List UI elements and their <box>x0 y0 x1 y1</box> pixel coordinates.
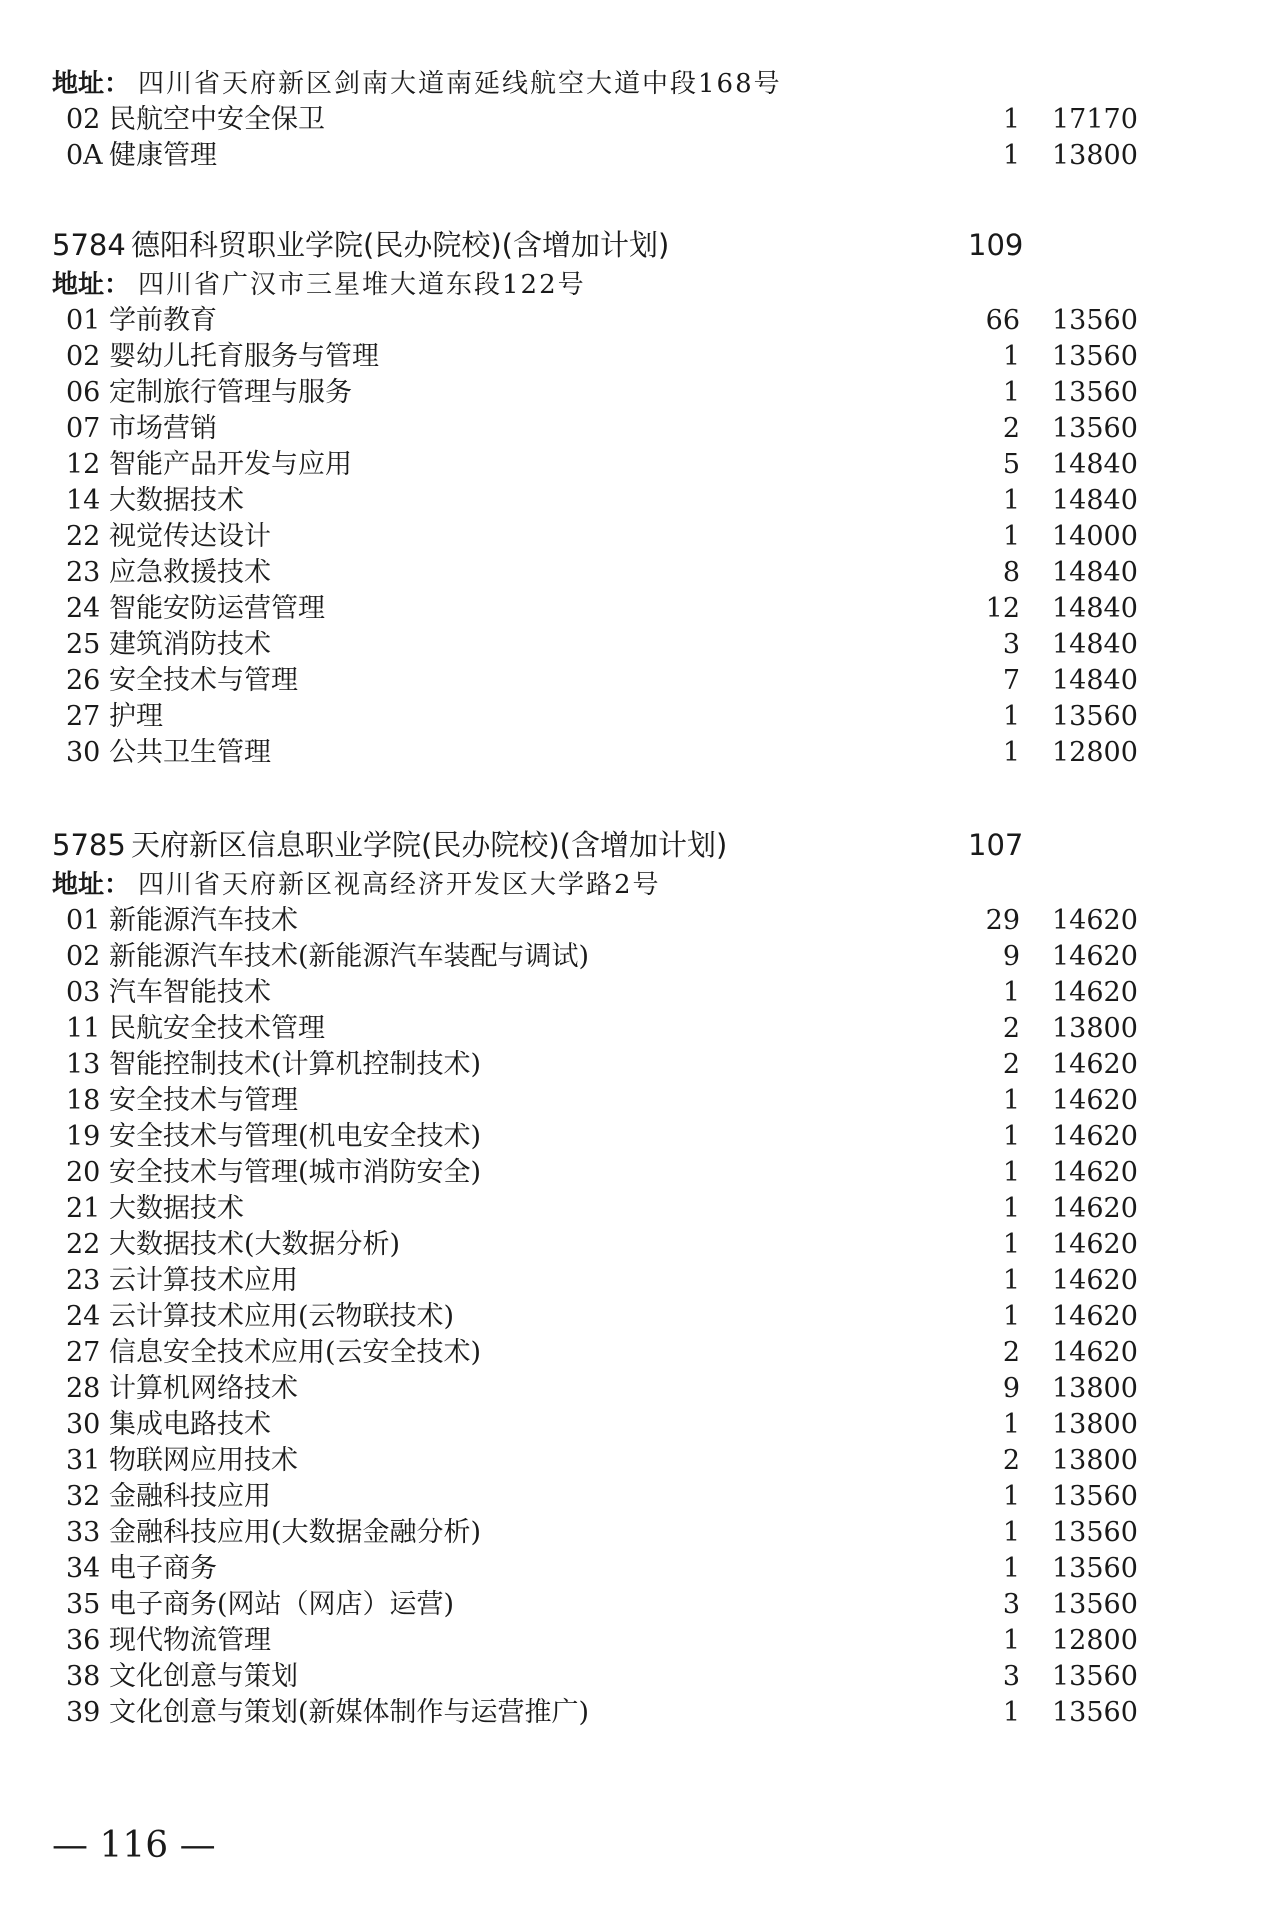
program-name: 安全技术与管理 <box>109 1085 298 1116</box>
program-name: 安全技术与管理 <box>109 665 298 696</box>
program-name: 公共卫生管理 <box>109 737 271 768</box>
program-fee: 17170 <box>1052 104 1138 135</box>
program-code: 14 <box>66 485 101 516</box>
program-fee: 13800 <box>1052 1445 1138 1476</box>
program-row <box>0 1407 1270 1443</box>
program-count: 9 <box>1002 941 1020 972</box>
program-name: 民航空中安全保卫 <box>109 104 325 135</box>
program-name: 金融科技应用(大数据金融分析) <box>109 1517 482 1548</box>
program-code: 02 <box>66 941 101 972</box>
program-name: 集成电路技术 <box>109 1409 271 1440</box>
program-code: 26 <box>66 665 101 696</box>
program-code: 01 <box>66 305 101 336</box>
program-row <box>0 939 1270 975</box>
program-fee: 14620 <box>1052 905 1138 936</box>
program-code: 33 <box>66 1517 101 1548</box>
school-name: 德阳科贸职业学院(民办院校)(含增加计划) <box>131 228 670 262</box>
program-fee: 14620 <box>1052 1301 1138 1332</box>
program-code: 23 <box>66 557 101 588</box>
program-code: 06 <box>66 377 101 408</box>
address-row <box>0 267 1270 303</box>
program-fee: 14620 <box>1052 977 1138 1008</box>
program-count: 2 <box>1002 1013 1020 1044</box>
program-code: 28 <box>66 1373 101 1404</box>
program-fee: 14000 <box>1052 521 1138 552</box>
program-row <box>0 102 1270 138</box>
program-fee: 13800 <box>1052 1013 1138 1044</box>
program-row <box>0 975 1270 1011</box>
school-section-5784 <box>0 223 1270 771</box>
program-row <box>0 1659 1270 1695</box>
program-row <box>0 1191 1270 1227</box>
program-name: 市场营销 <box>109 413 217 444</box>
program-code: 02 <box>66 341 101 372</box>
program-name: 安全技术与管理(城市消防安全) <box>109 1157 482 1188</box>
program-name: 建筑消防技术 <box>109 629 271 660</box>
program-count: 3 <box>1002 629 1020 660</box>
program-fee: 14620 <box>1052 941 1138 972</box>
program-count: 1 <box>1002 1193 1020 1224</box>
school-header <box>0 223 1270 267</box>
program-count: 1 <box>1002 377 1020 408</box>
program-fee: 13560 <box>1052 305 1138 336</box>
program-row <box>0 1119 1270 1155</box>
address-label: 地址： <box>52 69 131 99</box>
program-row <box>0 699 1270 735</box>
program-count: 1 <box>1002 1085 1020 1116</box>
program-fee: 14840 <box>1052 665 1138 696</box>
program-code: 34 <box>66 1553 101 1584</box>
program-count: 5 <box>1002 449 1020 480</box>
program-code: 22 <box>66 521 101 552</box>
program-name: 大数据技术 <box>109 1193 244 1224</box>
program-row <box>0 903 1270 939</box>
program-name: 学前教育 <box>109 305 217 336</box>
program-row <box>0 411 1270 447</box>
program-name: 计算机网络技术 <box>109 1373 298 1404</box>
program-fee: 14840 <box>1052 629 1138 660</box>
program-row <box>0 447 1270 483</box>
program-fee: 14840 <box>1052 557 1138 588</box>
section-continued <box>0 66 1270 174</box>
program-count: 8 <box>1002 557 1020 588</box>
school-name: 天府新区信息职业学院(民办院校)(含增加计划) <box>131 828 728 862</box>
program-code: 30 <box>66 1409 101 1440</box>
program-name: 新能源汽车技术(新能源汽车装配与调试) <box>109 941 590 972</box>
program-count: 1 <box>1002 1517 1020 1548</box>
program-count: 1 <box>1002 977 1020 1008</box>
address-text: 四川省广汉市三星堆大道东段122号 <box>138 270 586 300</box>
program-name: 智能产品开发与应用 <box>109 449 352 480</box>
program-code: 03 <box>66 977 101 1008</box>
program-fee: 13560 <box>1052 1481 1138 1512</box>
program-fee: 13560 <box>1052 413 1138 444</box>
program-code: 27 <box>66 701 101 732</box>
program-fee: 14620 <box>1052 1049 1138 1080</box>
program-count: 1 <box>1002 1697 1020 1728</box>
program-row <box>0 1623 1270 1659</box>
program-code: 21 <box>66 1193 101 1224</box>
program-name: 电子商务(网站（网店）运营) <box>109 1589 455 1620</box>
program-fee: 13560 <box>1052 1553 1138 1584</box>
program-row <box>0 1479 1270 1515</box>
program-count: 1 <box>1002 1301 1020 1332</box>
program-list <box>0 303 1270 771</box>
program-row <box>0 1587 1270 1623</box>
program-fee: 14620 <box>1052 1265 1138 1296</box>
program-row <box>0 483 1270 519</box>
program-row <box>0 1443 1270 1479</box>
program-name: 智能安防运营管理 <box>109 593 325 624</box>
program-row <box>0 1047 1270 1083</box>
program-row <box>0 519 1270 555</box>
program-fee: 14840 <box>1052 593 1138 624</box>
program-count: 1 <box>1002 1265 1020 1296</box>
program-count: 1 <box>1002 1121 1020 1152</box>
program-code: 27 <box>66 1337 101 1368</box>
program-row <box>0 627 1270 663</box>
program-code: 24 <box>66 1301 101 1332</box>
program-code: 20 <box>66 1157 101 1188</box>
program-code: 12 <box>66 449 101 480</box>
program-row <box>0 1695 1270 1731</box>
program-row <box>0 138 1270 174</box>
program-code: 39 <box>66 1697 101 1728</box>
program-code: 13 <box>66 1049 101 1080</box>
program-code: 24 <box>66 593 101 624</box>
program-row <box>0 1263 1270 1299</box>
program-name: 民航安全技术管理 <box>109 1013 325 1044</box>
address-row <box>0 66 1270 102</box>
program-name: 大数据技术 <box>109 485 244 516</box>
program-fee: 14620 <box>1052 1337 1138 1368</box>
program-count: 1 <box>1002 737 1020 768</box>
program-name: 智能控制技术(计算机控制技术) <box>109 1049 482 1080</box>
program-count: 3 <box>1002 1661 1020 1692</box>
program-count: 7 <box>1002 665 1020 696</box>
program-count: 1 <box>1002 1553 1020 1584</box>
program-name: 文化创意与策划(新媒体制作与运营推广) <box>109 1697 590 1728</box>
school-header <box>0 823 1270 867</box>
program-count: 1 <box>1002 485 1020 516</box>
program-count: 2 <box>1002 1049 1020 1080</box>
address-row <box>0 867 1270 903</box>
program-name: 物联网应用技术 <box>109 1445 298 1476</box>
program-fee: 13560 <box>1052 1517 1138 1548</box>
program-row <box>0 303 1270 339</box>
program-code: 36 <box>66 1625 101 1656</box>
program-name: 新能源汽车技术 <box>109 905 298 936</box>
program-name: 安全技术与管理(机电安全技术) <box>109 1121 482 1152</box>
program-name: 健康管理 <box>109 140 217 171</box>
program-fee: 13560 <box>1052 377 1138 408</box>
program-row <box>0 1227 1270 1263</box>
program-row <box>0 1335 1270 1371</box>
program-code: 25 <box>66 629 101 660</box>
program-count: 1 <box>1002 1625 1020 1656</box>
program-code: 32 <box>66 1481 101 1512</box>
program-count: 66 <box>985 305 1020 336</box>
program-row <box>0 1011 1270 1047</box>
program-row <box>0 555 1270 591</box>
program-fee: 13560 <box>1052 1589 1138 1620</box>
program-name: 云计算技术应用 <box>109 1265 298 1296</box>
program-count: 1 <box>1002 1229 1020 1260</box>
program-count: 1 <box>1002 104 1020 135</box>
school-total: 107 <box>968 828 1024 862</box>
program-row <box>0 339 1270 375</box>
program-name: 汽车智能技术 <box>109 977 271 1008</box>
program-name: 应急救援技术 <box>109 557 271 588</box>
program-count: 1 <box>1002 701 1020 732</box>
program-fee: 13800 <box>1052 140 1138 171</box>
program-name: 文化创意与策划 <box>109 1661 298 1692</box>
program-fee: 14620 <box>1052 1157 1138 1188</box>
program-code: 0A <box>66 140 103 171</box>
program-count: 1 <box>1002 1157 1020 1188</box>
program-row <box>0 1155 1270 1191</box>
program-code: 22 <box>66 1229 101 1260</box>
program-count: 1 <box>1002 1409 1020 1440</box>
program-count: 29 <box>985 905 1020 936</box>
program-code: 35 <box>66 1589 101 1620</box>
program-name: 婴幼儿托育服务与管理 <box>109 341 379 372</box>
program-code: 18 <box>66 1085 101 1116</box>
program-name: 现代物流管理 <box>109 1625 271 1656</box>
program-fee: 13560 <box>1052 701 1138 732</box>
program-code: 19 <box>66 1121 101 1152</box>
program-count: 9 <box>1002 1373 1020 1404</box>
program-fee: 13560 <box>1052 1661 1138 1692</box>
program-fee: 12800 <box>1052 1625 1138 1656</box>
program-fee: 14620 <box>1052 1085 1138 1116</box>
program-count: 1 <box>1002 521 1020 552</box>
program-fee: 14620 <box>1052 1121 1138 1152</box>
program-row <box>0 1515 1270 1551</box>
address-text: 四川省天府新区剑南大道南延线航空大道中段168号 <box>138 69 782 99</box>
program-row <box>0 1299 1270 1335</box>
program-row <box>0 663 1270 699</box>
program-code: 38 <box>66 1661 101 1692</box>
page-number: — 116 — <box>52 1825 216 1866</box>
program-row <box>0 735 1270 771</box>
address-label: 地址： <box>52 870 131 900</box>
program-name: 电子商务 <box>109 1553 217 1584</box>
program-fee: 14620 <box>1052 1229 1138 1260</box>
program-count: 2 <box>1002 1337 1020 1368</box>
program-name: 定制旅行管理与服务 <box>109 377 352 408</box>
program-count: 1 <box>1002 1481 1020 1512</box>
program-name: 护理 <box>109 701 163 732</box>
program-code: 23 <box>66 1265 101 1296</box>
program-list <box>0 903 1270 1731</box>
program-name: 云计算技术应用(云物联技术) <box>109 1301 455 1332</box>
program-code: 02 <box>66 104 101 135</box>
program-name: 大数据技术(大数据分析) <box>109 1229 401 1260</box>
program-code: 31 <box>66 1445 101 1476</box>
program-count: 1 <box>1002 341 1020 372</box>
program-fee: 13560 <box>1052 341 1138 372</box>
program-fee: 13800 <box>1052 1373 1138 1404</box>
program-row <box>0 1371 1270 1407</box>
program-fee: 12800 <box>1052 737 1138 768</box>
program-row <box>0 1083 1270 1119</box>
school-code: 5784 <box>52 228 126 262</box>
program-count: 1 <box>1002 140 1020 171</box>
program-name: 金融科技应用 <box>109 1481 271 1512</box>
program-row <box>0 375 1270 411</box>
program-count: 2 <box>1002 1445 1020 1476</box>
program-code: 07 <box>66 413 101 444</box>
school-code: 5785 <box>52 828 126 862</box>
program-count: 12 <box>985 593 1020 624</box>
school-total: 109 <box>968 228 1024 262</box>
program-count: 3 <box>1002 1589 1020 1620</box>
program-count: 2 <box>1002 413 1020 444</box>
program-row <box>0 591 1270 627</box>
program-fee: 13800 <box>1052 1409 1138 1440</box>
program-fee: 14620 <box>1052 1193 1138 1224</box>
address-label: 地址： <box>52 270 131 300</box>
program-code: 11 <box>66 1013 101 1044</box>
program-name: 视觉传达设计 <box>109 521 271 552</box>
program-name: 信息安全技术应用(云安全技术) <box>109 1337 482 1368</box>
program-list <box>0 102 1270 174</box>
school-section-5785 <box>0 823 1270 1731</box>
program-row <box>0 1551 1270 1587</box>
program-fee: 14840 <box>1052 485 1138 516</box>
program-fee: 13560 <box>1052 1697 1138 1728</box>
program-fee: 14840 <box>1052 449 1138 480</box>
address-text: 四川省天府新区视高经济开发区大学路2号 <box>138 870 661 900</box>
program-code: 01 <box>66 905 101 936</box>
program-code: 30 <box>66 737 101 768</box>
